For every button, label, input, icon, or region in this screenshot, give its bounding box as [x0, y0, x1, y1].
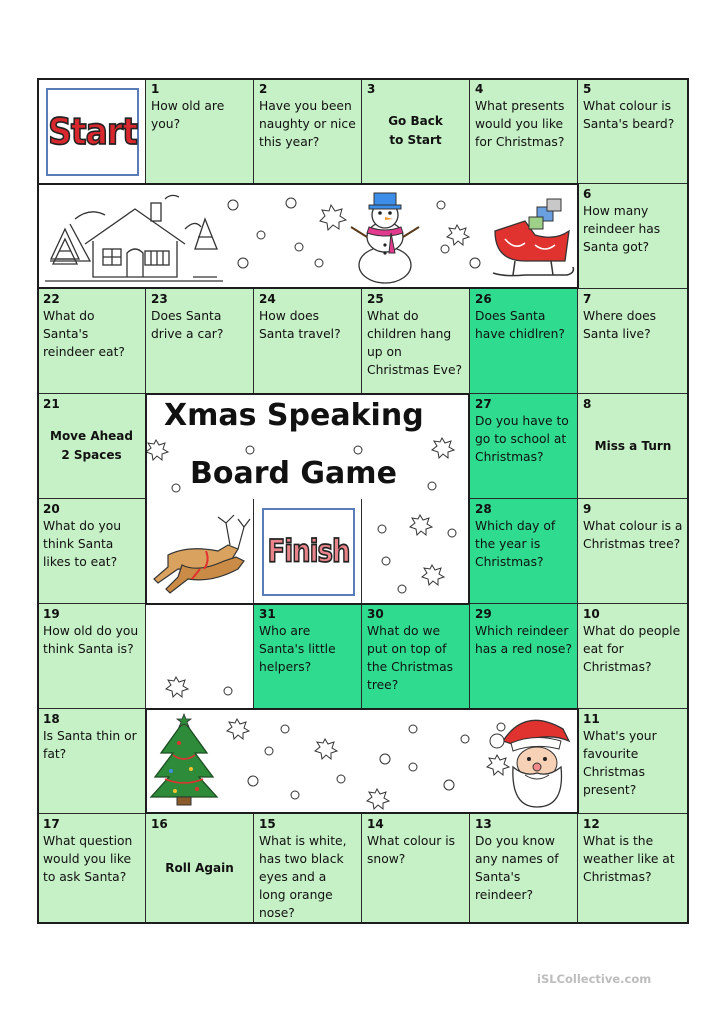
square-question: How does Santa travel? — [259, 309, 341, 341]
square-number: 10 — [583, 607, 600, 621]
square-question: What colour is a Christmas tree? — [583, 519, 683, 551]
square-question: How old are you? — [151, 99, 225, 131]
board-square-16[interactable] — [145, 813, 254, 924]
board-square-28[interactable] — [469, 498, 578, 604]
square-question: What colour is snow? — [367, 834, 456, 866]
square-question: Does Santa have chidlren? — [475, 309, 565, 341]
square-action: Move Ahead 2 Spaces — [50, 429, 133, 462]
board-square-19[interactable] — [37, 603, 146, 709]
board-square-22[interactable] — [37, 288, 146, 394]
board-square-25[interactable] — [361, 288, 470, 394]
title-panel — [146, 394, 469, 499]
game-title-line1: Xmas Speaking — [164, 398, 424, 433]
winter-scene-bottom — [145, 709, 578, 813]
square-question: What do we put on top of the Christmas tree? — [367, 624, 454, 692]
square-number: 21 — [43, 397, 60, 411]
square-number: 3 — [367, 82, 376, 96]
square-number: 19 — [43, 607, 60, 621]
board-square-26[interactable] — [469, 288, 578, 394]
board-square-23[interactable] — [145, 288, 254, 394]
square-number: 29 — [475, 607, 492, 621]
square-question: What do people eat for Christmas? — [583, 624, 681, 674]
square-number: 11 — [583, 712, 600, 726]
board-square-20[interactable] — [37, 498, 146, 604]
square-question: How old do you think Santa is? — [43, 624, 139, 656]
square-number: 16 — [151, 817, 168, 831]
board-square-10[interactable] — [577, 603, 689, 709]
square-number: 23 — [151, 292, 168, 306]
snow-panel — [362, 499, 469, 604]
square-number: 30 — [367, 607, 384, 621]
square-number: 14 — [367, 817, 384, 831]
board-square-12[interactable] — [577, 813, 689, 924]
square-action: Miss a Turn — [594, 438, 672, 453]
board-square-17[interactable] — [37, 813, 146, 924]
board-square-21[interactable] — [37, 393, 146, 499]
board-square-4[interactable] — [469, 78, 578, 184]
square-action: Go Back to Start — [388, 114, 443, 147]
square-question: Does Santa drive a car? — [151, 309, 224, 341]
square-number: 31 — [259, 607, 276, 621]
square-question: What do you think Santa likes to eat? — [43, 519, 122, 569]
game-title-line2: Board Game — [190, 456, 397, 491]
square-question: What do Santa's reindeer eat? — [43, 309, 125, 359]
board-square-8[interactable] — [577, 393, 689, 499]
watermark: iSLCollective.com — [537, 972, 652, 986]
sleigh-icon — [485, 191, 575, 281]
board-square-5[interactable] — [577, 78, 689, 184]
board-square-30[interactable] — [361, 603, 470, 709]
board-square-11[interactable] — [577, 708, 689, 814]
snowflakes-icon — [146, 499, 252, 709]
square-number: 4 — [475, 82, 484, 96]
board-square-9[interactable] — [577, 498, 689, 604]
square-question: Which reindeer has a red nose? — [475, 624, 572, 656]
square-number: 26 — [475, 292, 492, 306]
board-square-27[interactable] — [469, 393, 578, 499]
board-square-7[interactable] — [577, 288, 689, 394]
square-number: 28 — [475, 502, 492, 516]
square-question: What colour is Santa's beard? — [583, 99, 675, 131]
square-number: 18 — [43, 712, 60, 726]
winter-scene-top — [37, 183, 578, 289]
square-number: 6 — [583, 187, 592, 201]
snowflakes-icon — [362, 499, 469, 604]
square-question: Where does Santa live? — [583, 309, 657, 341]
square-question: Do you have to go to school at Christmas? — [475, 414, 569, 464]
square-number: 7 — [583, 292, 592, 306]
square-number: 5 — [583, 82, 592, 96]
board-square-3[interactable] — [361, 78, 470, 184]
board-square-18[interactable] — [37, 708, 146, 814]
square-question: Which day of the year is Christmas? — [475, 519, 556, 569]
board-square-15[interactable] — [253, 813, 362, 924]
game-board — [37, 78, 689, 924]
square-number: 15 — [259, 817, 276, 831]
board-square-1[interactable] — [145, 78, 254, 184]
square-number: 8 — [583, 397, 592, 411]
square-question: What is white, has two black eyes and a long orange nose? — [259, 834, 347, 920]
square-question: Who are Santa's little helpers? — [259, 624, 336, 674]
square-number: 20 — [43, 502, 60, 516]
square-question: What question would you like to ask Santa? — [43, 834, 133, 884]
square-number: 24 — [259, 292, 276, 306]
square-number: 25 — [367, 292, 384, 306]
start-label: Start — [48, 110, 137, 153]
square-number: 2 — [259, 82, 268, 96]
square-number: 9 — [583, 502, 592, 516]
snowflakes-icon — [145, 709, 578, 813]
square-question: Have you been naughty or nice this year? — [259, 99, 356, 149]
finish-sign — [262, 508, 355, 596]
board-square-6[interactable] — [577, 183, 689, 289]
finish-square[interactable] — [253, 498, 362, 604]
square-question: What presents would you like for Christmas? — [475, 99, 565, 149]
board-square-24[interactable] — [253, 288, 362, 394]
square-question: How many reindeer has Santa got? — [583, 204, 661, 254]
square-number: 22 — [43, 292, 60, 306]
reindeer-panel — [146, 499, 252, 709]
snowflakes-icon — [146, 394, 469, 499]
square-number: 27 — [475, 397, 492, 411]
square-number: 17 — [43, 817, 60, 831]
board-square-14[interactable] — [361, 813, 470, 924]
square-question: Is Santa thin or fat? — [43, 729, 137, 761]
square-question: What do children hang up on Christmas Eve? — [367, 309, 463, 377]
board-square-31[interactable] — [253, 603, 362, 709]
square-number: 13 — [475, 817, 492, 831]
square-question: What's your favourite Christmas present? — [583, 729, 657, 797]
start-square[interactable] — [37, 78, 146, 184]
start-sign — [46, 88, 139, 176]
square-question: What is the weather like at Christmas? — [583, 834, 675, 884]
board-square-2[interactable] — [253, 78, 362, 184]
square-action: Roll Again — [165, 861, 234, 875]
board-square-13[interactable] — [469, 813, 578, 924]
square-number: 12 — [583, 817, 600, 831]
board-square-29[interactable] — [469, 603, 578, 709]
finish-label: Finish — [267, 534, 350, 570]
square-number: 1 — [151, 82, 160, 96]
square-question: Do you know any names of Santa's reindeer? — [475, 834, 559, 902]
